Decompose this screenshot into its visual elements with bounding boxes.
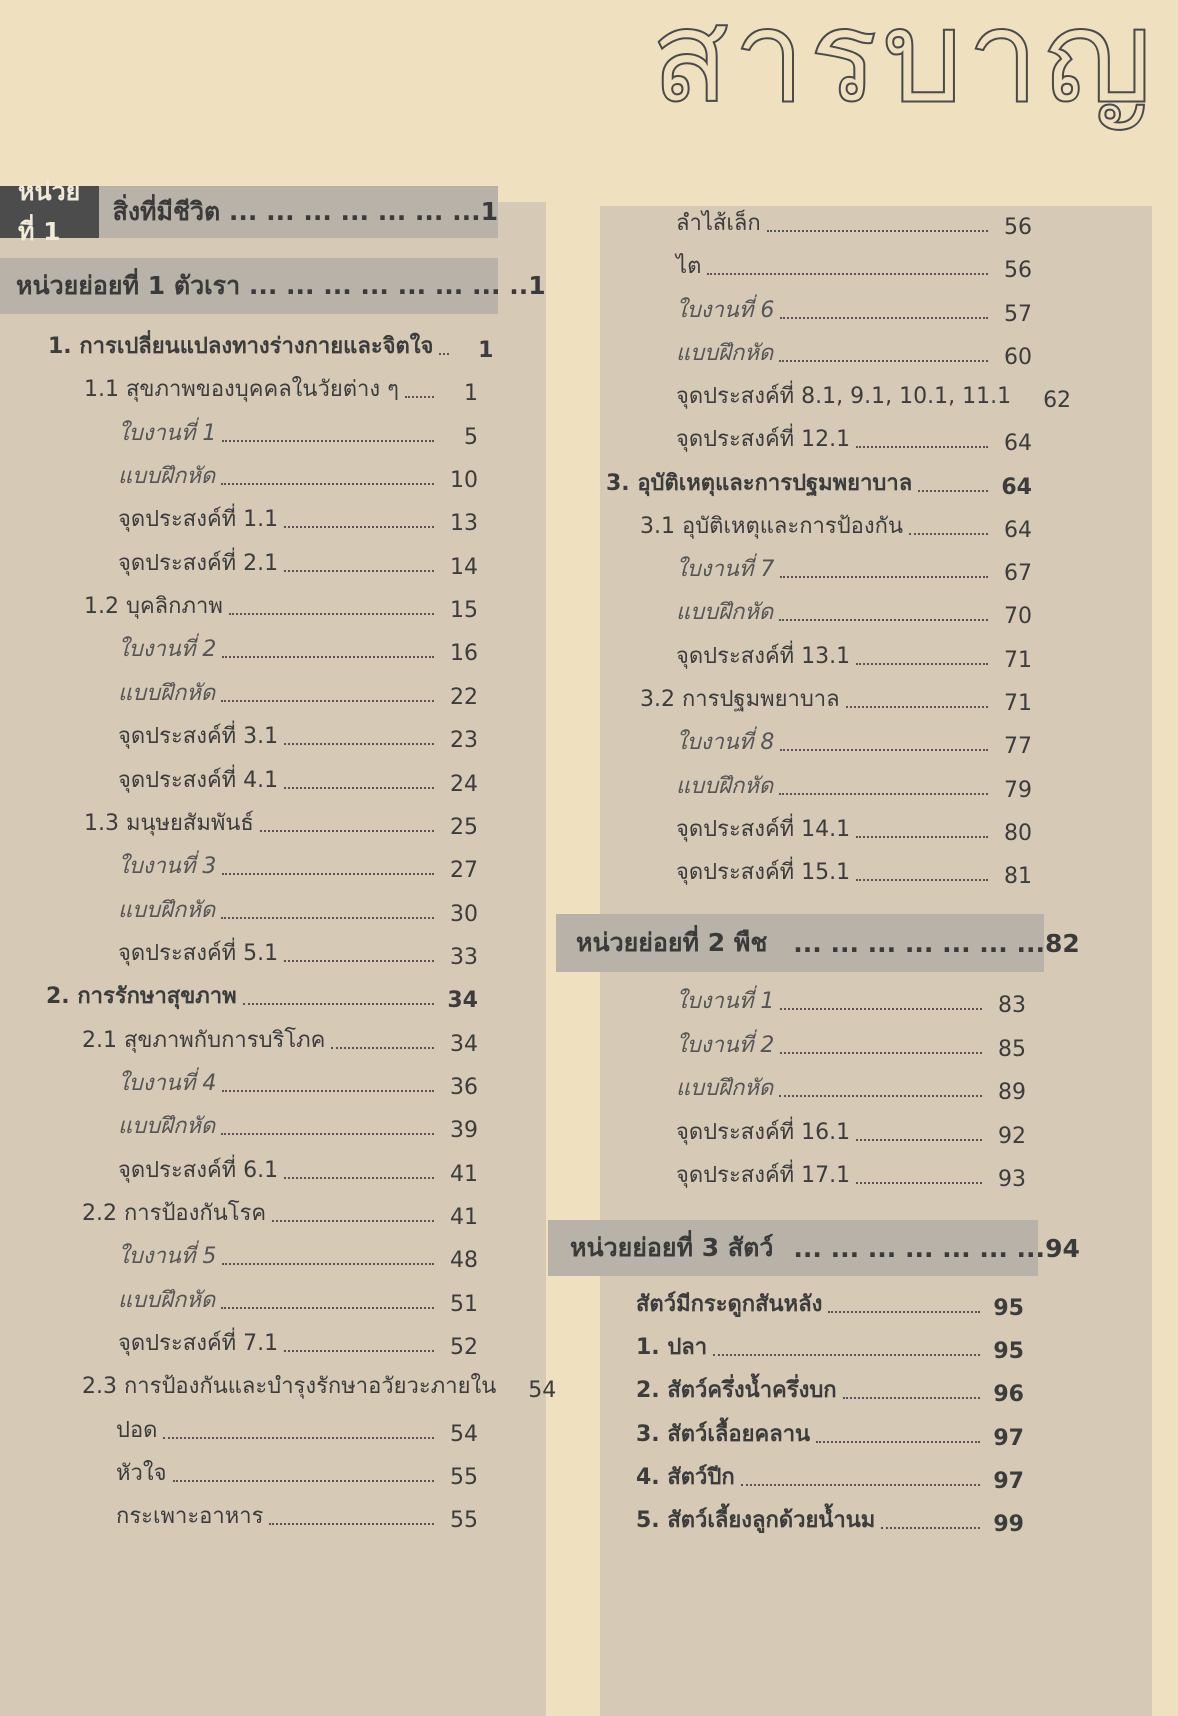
toc-entry-page: 81	[1004, 864, 1032, 890]
toc-entry-page: 14	[450, 554, 478, 580]
toc-entry-label: แบบฝึกหัด	[676, 1076, 774, 1101]
toc-entry-page: 92	[998, 1123, 1026, 1149]
leader-dots	[909, 533, 988, 535]
toc-entry	[118, 500, 478, 536]
toc-entry-label: แบบฝึกหัด	[118, 897, 216, 923]
toc-entry	[676, 420, 1032, 456]
toc-entry-label: ใบงานที่ 7	[676, 557, 775, 583]
toc-entry-label: จุดประสงค์ที่ 6.1	[118, 1157, 279, 1183]
toc-entry	[676, 723, 1032, 759]
subunit2-page: 82	[1044, 928, 1080, 958]
leader-dots	[222, 440, 434, 442]
toc-entry-page: 56	[1004, 215, 1032, 240]
toc-entry-page: 24	[450, 771, 478, 797]
toc-entry-page: 34	[450, 1031, 478, 1057]
toc-entry	[82, 1021, 478, 1057]
toc-entry	[118, 1237, 478, 1273]
leader-dots	[780, 1008, 982, 1010]
toc-entry-page: 41	[450, 1205, 478, 1230]
toc-entry	[636, 1415, 1024, 1451]
toc-entry	[676, 1069, 1026, 1105]
leader-dots	[269, 1523, 434, 1525]
leader-dots	[284, 1177, 434, 1179]
leader-dots	[707, 273, 988, 275]
toc-entry-label: จุดประสงค์ที่ 17.1	[676, 1163, 851, 1188]
toc-entry	[636, 1501, 1024, 1537]
toc-entry-label: ใบงานที่ 2	[676, 1032, 775, 1058]
toc-entry-label: 2. สัตว์ครึ่งน้ำครึ่งบก	[636, 1378, 837, 1404]
toc-entry-page: 54	[528, 1378, 557, 1404]
toc-entry-page: 67	[1004, 561, 1032, 587]
subunit3-page: 94	[1045, 1233, 1080, 1263]
leader-dots	[221, 483, 434, 485]
leader-dots	[284, 743, 434, 745]
toc-entry	[676, 247, 1032, 283]
leader-dots	[222, 1263, 434, 1265]
toc-entry-page: 52	[450, 1335, 478, 1361]
toc-entry-page: 10	[450, 468, 478, 494]
leader-dots	[713, 1354, 980, 1356]
toc-entry	[676, 593, 1032, 629]
leader-dots	[221, 700, 434, 702]
leader-dots	[221, 1307, 434, 1309]
toc-entry-page: 77	[1004, 734, 1032, 760]
leader-dots	[272, 1220, 434, 1222]
toc-entry-page: 54	[450, 1421, 478, 1447]
toc-entry-label: จุดประสงค์ที่ 12.1	[676, 427, 851, 453]
toc-entry-page: 99	[993, 1512, 1024, 1537]
toc-entry-label: ใบงานที่ 5	[118, 1244, 217, 1270]
toc-entry-label: 3. อุบัติเหตุและการปฐมพยาบาล	[606, 470, 913, 496]
leader-dots	[780, 317, 988, 319]
toc-entry-page: 1	[478, 338, 494, 363]
toc-entry	[118, 847, 478, 883]
toc-entry-page: 34	[447, 988, 478, 1014]
toc-entry-page: 71	[1004, 690, 1032, 716]
toc-entry-label: 1. ปลา	[636, 1335, 708, 1361]
toc-entry	[676, 810, 1032, 846]
leader-dots	[881, 1527, 980, 1529]
toc-entry-label: ใบงานที่ 1	[118, 420, 217, 446]
toc-entry	[46, 977, 478, 1013]
leader-dots	[779, 1095, 982, 1097]
subunit2-title: หน่วยย่อยที่ 2 พืช	[576, 928, 768, 957]
leader-dots	[856, 663, 988, 665]
subunit2-dots: ... ... ... ... ... ... ...	[793, 928, 1045, 958]
toc-entry-page: 22	[450, 684, 478, 710]
toc-entry-label: หัวใจ	[116, 1461, 167, 1487]
leader-dots	[173, 1480, 435, 1482]
toc-entry-page: 64	[1001, 474, 1032, 500]
leader-dots	[843, 1397, 980, 1399]
toc-entry-label: ใบงานที่ 1	[676, 989, 775, 1014]
toc-entry-page: 15	[450, 598, 478, 624]
toc-entry	[118, 457, 478, 493]
toc-entry	[676, 853, 1032, 889]
toc-entry-label: ใบงานที่ 6	[676, 297, 775, 323]
unit-title: สิ่งที่มีชีวิต ... ... ... ... ... ... ...1	[112, 197, 498, 226]
toc-entry	[676, 377, 1072, 414]
toc-entry-page: 96	[993, 1382, 1024, 1408]
toc-entry-page: 16	[450, 641, 478, 667]
toc-entry-label: กระเพาะอาหาร	[116, 1504, 264, 1530]
toc-entry	[118, 1064, 478, 1100]
leader-dots	[780, 749, 988, 751]
toc-entry-page: 57	[1004, 301, 1032, 327]
toc-entry	[118, 891, 478, 927]
toc-entry-label: แบบฝึกหัด	[676, 340, 774, 366]
toc-entry	[118, 1324, 478, 1360]
toc-entry-page: 83	[998, 993, 1026, 1018]
leader-dots	[779, 360, 988, 362]
toc-entry-label: จุดประสงค์ที่ 16.1	[676, 1119, 851, 1145]
toc-entry-label: แบบฝึกหัด	[676, 773, 774, 799]
toc-entry-label: แบบฝึกหัด	[118, 464, 216, 490]
toc-entry	[676, 637, 1032, 673]
leader-dots	[856, 836, 988, 838]
toc-entry	[636, 1285, 1024, 1321]
toc-entry-label: ปอด	[116, 1417, 158, 1443]
unit-badge: หน่วยที่ 1	[0, 186, 99, 238]
toc-entry-label: จุดประสงค์ที่ 5.1	[118, 940, 279, 966]
toc-entry-label: ใบงานที่ 2	[118, 637, 217, 663]
toc-entry-label: 1.2 บุคลิกภาพ	[84, 594, 223, 620]
subunit3-title: หน่วยย่อยที่ 3 สัตว์	[570, 1233, 774, 1262]
toc-entry	[82, 1194, 478, 1230]
toc-entry	[118, 761, 478, 797]
toc-entry-page: 48	[450, 1248, 478, 1274]
toc-entry	[116, 1454, 478, 1490]
toc-entry	[640, 507, 1032, 543]
toc-entry-label: จุดประสงค์ที่ 2.1	[118, 550, 279, 576]
leader-dots	[284, 787, 434, 789]
toc-entry-label: 1.3 มนุษยสัมพันธ์	[84, 810, 254, 836]
leader-dots	[222, 1090, 434, 1092]
toc-entry-label: 1.1 สุขภาพของบุคคลในวัยต่าง ๆ	[84, 377, 399, 403]
toc-entry	[82, 1367, 557, 1404]
toc-entry-label: ใบงานที่ 3	[118, 854, 217, 880]
leader-dots	[331, 1047, 434, 1049]
toc-entry	[676, 334, 1032, 370]
toc-entry-page: 97	[993, 1468, 1024, 1494]
leader-dots	[779, 619, 988, 621]
toc-entry-page: 79	[1004, 777, 1032, 803]
toc-entry	[116, 1411, 478, 1447]
leader-dots	[284, 1350, 434, 1352]
toc-entry-page: 13	[450, 511, 478, 537]
toc-entry	[116, 1497, 478, 1533]
subunit3-dots: ... ... ... ... ... ... ...	[793, 1233, 1046, 1263]
leader-dots	[221, 1133, 434, 1135]
toc-entry	[118, 630, 478, 666]
toc-entry-page: 64	[1004, 431, 1032, 457]
leader-dots	[229, 613, 434, 615]
unit-header	[0, 177, 498, 246]
leader-dots	[405, 396, 434, 398]
leader-dots	[816, 1441, 980, 1443]
toc-entry-page: 62	[1043, 388, 1072, 414]
toc-entry-page: 55	[450, 1465, 478, 1491]
leader-dots	[856, 1182, 982, 1184]
toc-entry	[636, 1458, 1024, 1494]
toc-entry-label: จุดประสงค์ที่ 15.1	[676, 860, 851, 886]
leader-dots	[846, 706, 988, 708]
toc-entry-page: 89	[998, 1080, 1026, 1105]
toc-entry-page: 56	[1004, 258, 1032, 284]
toc-entry-label: ใบงานที่ 8	[676, 730, 775, 756]
toc-entry	[636, 1371, 1024, 1407]
toc-entry-page: 33	[450, 944, 478, 970]
toc-entry	[118, 717, 478, 753]
toc-entry	[676, 550, 1032, 586]
leader-dots	[260, 830, 434, 832]
toc-entry-label: จุดประสงค์ที่ 1.1	[118, 507, 279, 533]
leader-dots	[163, 1437, 434, 1439]
leader-dots	[779, 793, 988, 795]
toc-entry	[118, 544, 478, 580]
toc-entry	[84, 804, 478, 840]
toc-entry	[676, 291, 1032, 327]
toc-entry-label: จุดประสงค์ที่ 13.1	[676, 643, 851, 669]
toc-entry-page: 25	[450, 814, 478, 840]
toc-entry	[640, 680, 1032, 716]
toc-entry	[676, 767, 1032, 803]
toc-entry-page: 51	[450, 1291, 478, 1317]
toc-entry-label: 5. สัตว์เลี้ยงลูกด้วยน้ำนม	[636, 1508, 876, 1533]
toc-entry-page: 95	[993, 1339, 1024, 1365]
toc-entry	[118, 1151, 478, 1187]
toc-entry-label: 2.3 การป้องกันและบำรุงรักษาอวัยวะภายใน	[82, 1374, 497, 1400]
toc-entry-label: 2. การรักษาสุขภาพ	[46, 984, 237, 1010]
toc-entry	[84, 370, 478, 406]
toc-entry-label: แบบฝึกหัด	[118, 1287, 216, 1313]
toc-entry	[636, 1328, 1024, 1364]
leader-dots	[439, 353, 449, 355]
toc-entry-page: 97	[993, 1425, 1024, 1451]
toc-entry-page: 70	[1004, 604, 1032, 630]
leader-dots	[284, 570, 434, 572]
toc-entry	[48, 327, 494, 363]
leader-dots	[856, 446, 988, 448]
toc-entry-page: 5	[464, 424, 478, 450]
leader-dots	[828, 1311, 980, 1313]
toc-entry	[676, 1026, 1026, 1062]
toc-entry-page: 80	[1004, 820, 1032, 846]
toc-entry-label: ไต	[676, 254, 702, 280]
leader-dots	[221, 917, 434, 919]
toc-entry-label: 1. การเปลี่ยนแปลงทางร่างกายและจิตใจ	[48, 334, 434, 359]
leader-dots	[767, 230, 988, 232]
toc-entry-label: จุดประสงค์ที่ 14.1	[676, 816, 851, 842]
toc-entry-label: จุดประสงค์ที่ 7.1	[118, 1331, 279, 1357]
toc-entry-label: 3.2 การปฐมพยาบาล	[640, 686, 840, 712]
toc-entry-label: สัตว์มีกระดูกสันหลัง	[636, 1292, 823, 1317]
toc-entry-page: 30	[450, 901, 478, 927]
toc-entry	[118, 1281, 478, 1317]
toc-entry	[118, 1107, 478, 1143]
leader-dots	[243, 1003, 434, 1005]
toc-entry-page: 55	[450, 1508, 478, 1534]
leader-dots	[222, 656, 434, 658]
toc-entry-page: 39	[450, 1118, 478, 1144]
leader-dots	[741, 1484, 980, 1486]
toc-entry-page: 71	[1004, 647, 1032, 673]
leader-dots	[284, 960, 434, 962]
toc-entry-label: แบบฝึกหัด	[118, 680, 216, 706]
page-title: สารบาญ	[651, 0, 1156, 132]
toc-entry-page: 93	[998, 1167, 1026, 1192]
leader-dots	[222, 873, 434, 875]
toc-entry-page: 64	[1004, 517, 1032, 543]
toc-entry-label: 2.2 การป้องกันโรค	[82, 1201, 267, 1226]
toc-entry-label: จุดประสงค์ที่ 8.1, 9.1, 10.1, 11.1	[676, 384, 1012, 410]
toc-entry-label: 4. สัตว์ปีก	[636, 1464, 735, 1490]
toc-entry-page: 95	[993, 1296, 1024, 1321]
toc-entry-page: 85	[998, 1036, 1026, 1062]
leader-dots	[284, 526, 434, 528]
toc-entry-label: 2.1 สุขภาพกับการบริโภค	[82, 1027, 326, 1053]
subunit-header	[0, 258, 546, 314]
subunit3-header	[548, 1220, 1080, 1276]
toc-entry-label: ลำไส้เล็ก	[676, 211, 761, 236]
toc-entry-page: 60	[1004, 344, 1032, 370]
toc-entry	[676, 1113, 1026, 1149]
toc-entry-page: 23	[450, 728, 478, 754]
toc-entry-label: แบบฝึกหัด	[676, 600, 774, 626]
toc-entry	[606, 464, 1032, 500]
toc-entry-page: 41	[450, 1161, 478, 1187]
toc-entry-label: แบบฝึกหัด	[118, 1114, 216, 1140]
toc-entry-label: 3.1 อุบัติเหตุและการป้องกัน	[640, 513, 904, 539]
toc-entry-page: 27	[450, 858, 478, 884]
toc-entry-label: จุดประสงค์ที่ 4.1	[118, 767, 279, 793]
toc-entry-page: 36	[450, 1074, 478, 1100]
toc-entry-label: ใบงานที่ 4	[118, 1070, 217, 1096]
subunit-title: หน่วยย่อยที่ 1 ตัวเรา ... ... ... ... ... ... ... ..1	[16, 271, 546, 300]
toc-entry	[118, 934, 478, 970]
subunit2-header	[556, 914, 1080, 972]
toc-entry	[676, 1156, 1026, 1192]
toc-entry	[118, 674, 478, 710]
toc-entry-page: 1	[464, 381, 478, 407]
toc-entry	[118, 414, 478, 450]
leader-dots	[856, 879, 988, 881]
leader-dots	[780, 1052, 982, 1054]
leader-dots	[856, 1139, 982, 1141]
toc-entry-label: 3. สัตว์เลื้อยคลาน	[636, 1421, 811, 1447]
leader-dots	[918, 490, 988, 492]
toc-entry	[84, 587, 478, 623]
toc-entry	[676, 204, 1032, 240]
toc-entry-label: จุดประสงค์ที่ 3.1	[118, 724, 279, 750]
leader-dots	[780, 576, 988, 578]
toc-entry	[676, 982, 1026, 1018]
